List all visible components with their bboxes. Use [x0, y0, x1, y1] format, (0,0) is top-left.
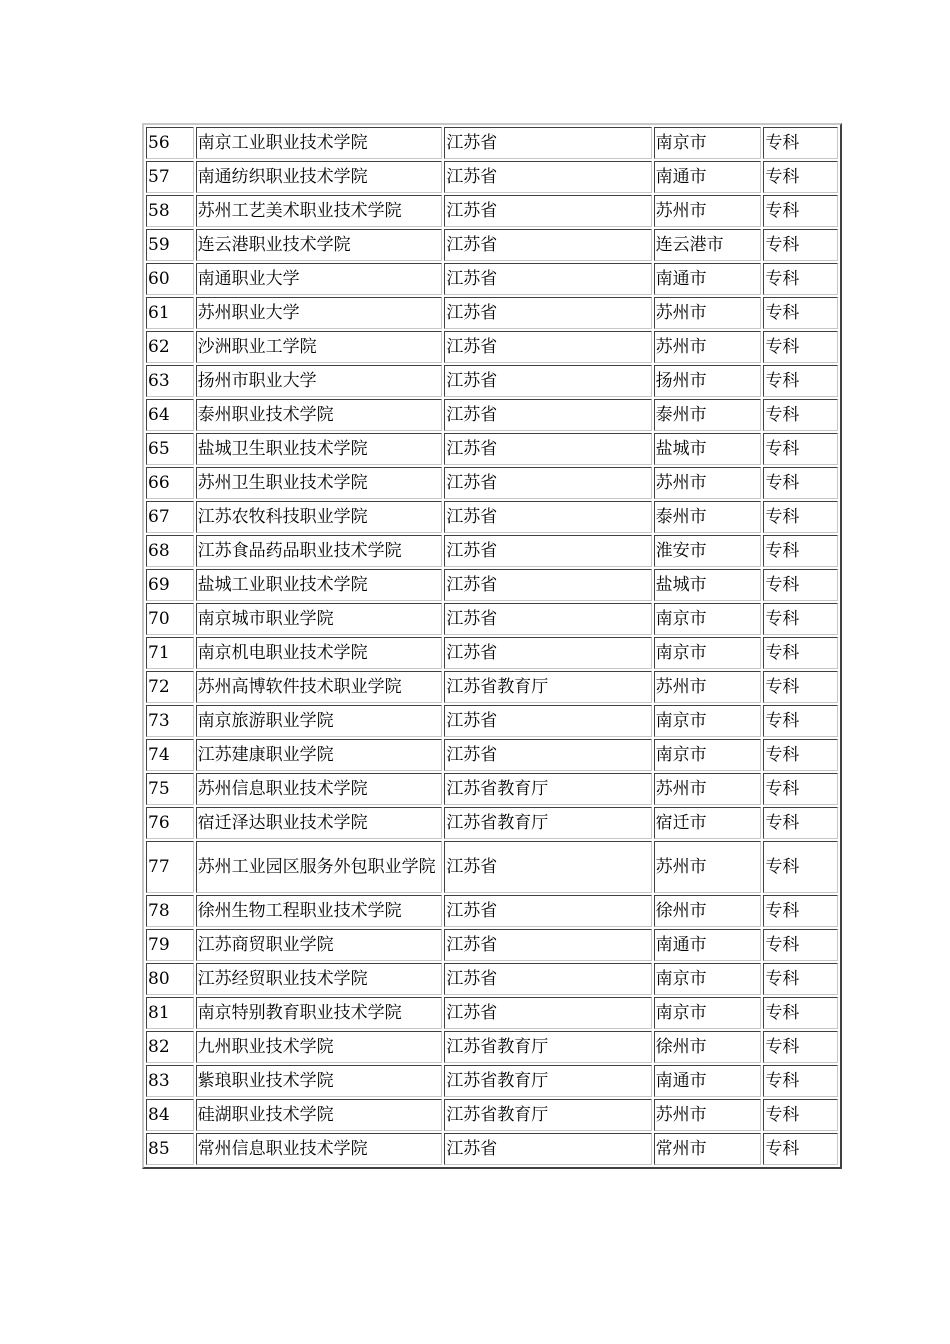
level-cell: 专科	[763, 671, 838, 703]
table-row	[146, 365, 838, 397]
authority-cell: 江苏省	[444, 841, 651, 893]
authority-cell: 江苏省教育厅	[444, 1031, 651, 1063]
row-number-cell: 64	[146, 399, 194, 431]
level-cell: 专科	[763, 501, 838, 533]
college-name-cell: 紫琅职业技术学院	[196, 1065, 443, 1097]
table-row	[146, 161, 838, 193]
college-list-table	[142, 123, 842, 1169]
authority-cell: 江苏省教育厅	[444, 1099, 651, 1131]
city-cell: 连云港市	[654, 229, 762, 261]
level-cell: 专科	[763, 467, 838, 499]
college-name-cell: 徐州生物工程职业技术学院	[196, 895, 443, 927]
city-cell: 常州市	[654, 1133, 762, 1165]
city-cell: 苏州市	[654, 773, 762, 805]
level-cell: 专科	[763, 195, 838, 227]
city-cell: 淮安市	[654, 535, 762, 567]
authority-cell: 江苏省	[444, 895, 651, 927]
college-name-cell: 江苏食品药品职业技术学院	[196, 535, 443, 567]
level-cell: 专科	[763, 331, 838, 363]
authority-cell: 江苏省	[444, 705, 651, 737]
level-cell: 专科	[763, 1031, 838, 1063]
city-cell: 南通市	[654, 263, 762, 295]
level-cell: 专科	[763, 895, 838, 927]
table-row	[146, 127, 838, 159]
college-name-cell: 南京旅游职业学院	[196, 705, 443, 737]
level-cell: 专科	[763, 569, 838, 601]
authority-cell: 江苏省	[444, 637, 651, 669]
authority-cell: 江苏省	[444, 1133, 651, 1165]
table-row	[146, 297, 838, 329]
table-row	[146, 535, 838, 567]
table-row	[146, 841, 838, 893]
table-row	[146, 501, 838, 533]
city-cell: 盐城市	[654, 433, 762, 465]
college-name-cell: 江苏农牧科技职业学院	[196, 501, 443, 533]
level-cell: 专科	[763, 433, 838, 465]
college-name-cell: 南京工业职业技术学院	[196, 127, 443, 159]
level-cell: 专科	[763, 229, 838, 261]
level-cell: 专科	[763, 997, 838, 1029]
row-number-cell: 57	[146, 161, 194, 193]
city-cell: 扬州市	[654, 365, 762, 397]
city-cell: 宿迁市	[654, 807, 762, 839]
city-cell: 苏州市	[654, 1099, 762, 1131]
table-row	[146, 963, 838, 995]
table-row	[146, 773, 838, 805]
level-cell: 专科	[763, 297, 838, 329]
city-cell: 南京市	[654, 637, 762, 669]
authority-cell: 江苏省教育厅	[444, 807, 651, 839]
table-row	[146, 399, 838, 431]
city-cell: 南京市	[654, 997, 762, 1029]
level-cell: 专科	[763, 773, 838, 805]
city-cell: 南通市	[654, 161, 762, 193]
college-name-cell: 苏州工艺美术职业技术学院	[196, 195, 443, 227]
table-row	[146, 739, 838, 771]
row-number-cell: 56	[146, 127, 194, 159]
city-cell: 南京市	[654, 963, 762, 995]
table-row	[146, 433, 838, 465]
authority-cell: 江苏省	[444, 603, 651, 635]
level-cell: 专科	[763, 929, 838, 961]
table-row	[146, 671, 838, 703]
college-name-cell: 苏州高博软件技术职业学院	[196, 671, 443, 703]
level-cell: 专科	[763, 365, 838, 397]
row-number-cell: 67	[146, 501, 194, 533]
college-name-cell: 盐城卫生职业技术学院	[196, 433, 443, 465]
college-name-cell: 南京特别教育职业技术学院	[196, 997, 443, 1029]
row-number-cell: 84	[146, 1099, 194, 1131]
table-row	[146, 997, 838, 1029]
row-number-cell: 75	[146, 773, 194, 805]
college-name-cell: 苏州信息职业技术学院	[196, 773, 443, 805]
table-row	[146, 1099, 838, 1131]
table-row	[146, 1031, 838, 1063]
table-row	[146, 569, 838, 601]
college-name-cell: 江苏商贸职业学院	[196, 929, 443, 961]
table-row	[146, 895, 838, 927]
table-row	[146, 467, 838, 499]
college-name-cell: 南京城市职业学院	[196, 603, 443, 635]
authority-cell: 江苏省	[444, 569, 651, 601]
row-number-cell: 68	[146, 535, 194, 567]
city-cell: 南通市	[654, 1065, 762, 1097]
row-number-cell: 78	[146, 895, 194, 927]
city-cell: 苏州市	[654, 195, 762, 227]
level-cell: 专科	[763, 841, 838, 893]
college-name-cell: 江苏建康职业学院	[196, 739, 443, 771]
authority-cell: 江苏省	[444, 535, 651, 567]
row-number-cell: 66	[146, 467, 194, 499]
table-row	[146, 263, 838, 295]
row-number-cell: 77	[146, 841, 194, 893]
city-cell: 苏州市	[654, 841, 762, 893]
city-cell: 盐城市	[654, 569, 762, 601]
city-cell: 南京市	[654, 705, 762, 737]
table-row	[146, 705, 838, 737]
college-name-cell: 南京机电职业技术学院	[196, 637, 443, 669]
authority-cell: 江苏省	[444, 161, 651, 193]
table-body	[146, 127, 838, 1165]
level-cell: 专科	[763, 1065, 838, 1097]
table-row	[146, 195, 838, 227]
row-number-cell: 70	[146, 603, 194, 635]
college-name-cell: 连云港职业技术学院	[196, 229, 443, 261]
college-name-cell: 苏州职业大学	[196, 297, 443, 329]
level-cell: 专科	[763, 963, 838, 995]
row-number-cell: 81	[146, 997, 194, 1029]
city-cell: 南京市	[654, 739, 762, 771]
authority-cell: 江苏省	[444, 127, 651, 159]
table-row	[146, 603, 838, 635]
level-cell: 专科	[763, 263, 838, 295]
authority-cell: 江苏省	[444, 229, 651, 261]
city-cell: 南京市	[654, 127, 762, 159]
row-number-cell: 62	[146, 331, 194, 363]
authority-cell: 江苏省	[444, 399, 651, 431]
city-cell: 苏州市	[654, 331, 762, 363]
college-name-cell: 南通纺织职业技术学院	[196, 161, 443, 193]
authority-cell: 江苏省	[444, 467, 651, 499]
city-cell: 苏州市	[654, 671, 762, 703]
city-cell: 苏州市	[654, 297, 762, 329]
level-cell: 专科	[763, 739, 838, 771]
row-number-cell: 79	[146, 929, 194, 961]
table-row	[146, 807, 838, 839]
row-number-cell: 59	[146, 229, 194, 261]
row-number-cell: 80	[146, 963, 194, 995]
table-row	[146, 637, 838, 669]
authority-cell: 江苏省	[444, 739, 651, 771]
level-cell: 专科	[763, 127, 838, 159]
level-cell: 专科	[763, 535, 838, 567]
college-name-cell: 盐城工业职业技术学院	[196, 569, 443, 601]
level-cell: 专科	[763, 637, 838, 669]
level-cell: 专科	[763, 399, 838, 431]
level-cell: 专科	[763, 705, 838, 737]
city-cell: 徐州市	[654, 895, 762, 927]
authority-cell: 江苏省	[444, 297, 651, 329]
row-number-cell: 58	[146, 195, 194, 227]
city-cell: 徐州市	[654, 1031, 762, 1063]
authority-cell: 江苏省	[444, 963, 651, 995]
row-number-cell: 69	[146, 569, 194, 601]
table-row	[146, 1133, 838, 1165]
authority-cell: 江苏省教育厅	[444, 773, 651, 805]
row-number-cell: 65	[146, 433, 194, 465]
level-cell: 专科	[763, 807, 838, 839]
authority-cell: 江苏省	[444, 331, 651, 363]
college-name-cell: 南通职业大学	[196, 263, 443, 295]
row-number-cell: 74	[146, 739, 194, 771]
city-cell: 泰州市	[654, 399, 762, 431]
city-cell: 苏州市	[654, 467, 762, 499]
authority-cell: 江苏省	[444, 997, 651, 1029]
level-cell: 专科	[763, 1133, 838, 1165]
row-number-cell: 85	[146, 1133, 194, 1165]
authority-cell: 江苏省	[444, 433, 651, 465]
authority-cell: 江苏省	[444, 365, 651, 397]
authority-cell: 江苏省教育厅	[444, 1065, 651, 1097]
table-row	[146, 331, 838, 363]
city-cell: 泰州市	[654, 501, 762, 533]
authority-cell: 江苏省教育厅	[444, 671, 651, 703]
row-number-cell: 63	[146, 365, 194, 397]
authority-cell: 江苏省	[444, 501, 651, 533]
row-number-cell: 82	[146, 1031, 194, 1063]
table-row	[146, 229, 838, 261]
college-name-cell: 扬州市职业大学	[196, 365, 443, 397]
row-number-cell: 60	[146, 263, 194, 295]
authority-cell: 江苏省	[444, 929, 651, 961]
authority-cell: 江苏省	[444, 195, 651, 227]
college-name-cell: 沙洲职业工学院	[196, 331, 443, 363]
row-number-cell: 73	[146, 705, 194, 737]
college-name-cell: 泰州职业技术学院	[196, 399, 443, 431]
college-name-cell: 硅湖职业技术学院	[196, 1099, 443, 1131]
row-number-cell: 71	[146, 637, 194, 669]
level-cell: 专科	[763, 603, 838, 635]
level-cell: 专科	[763, 161, 838, 193]
college-name-cell: 苏州工业园区服务外包职业学院	[196, 841, 443, 893]
authority-cell: 江苏省	[444, 263, 651, 295]
row-number-cell: 76	[146, 807, 194, 839]
college-name-cell: 九州职业技术学院	[196, 1031, 443, 1063]
table-row	[146, 1065, 838, 1097]
city-cell: 南京市	[654, 603, 762, 635]
row-number-cell: 72	[146, 671, 194, 703]
level-cell: 专科	[763, 1099, 838, 1131]
college-name-cell: 苏州卫生职业技术学院	[196, 467, 443, 499]
table-row	[146, 929, 838, 961]
city-cell: 南通市	[654, 929, 762, 961]
college-name-cell: 宿迁泽达职业技术学院	[196, 807, 443, 839]
college-name-cell: 江苏经贸职业技术学院	[196, 963, 443, 995]
college-name-cell: 常州信息职业技术学院	[196, 1133, 443, 1165]
row-number-cell: 83	[146, 1065, 194, 1097]
row-number-cell: 61	[146, 297, 194, 329]
